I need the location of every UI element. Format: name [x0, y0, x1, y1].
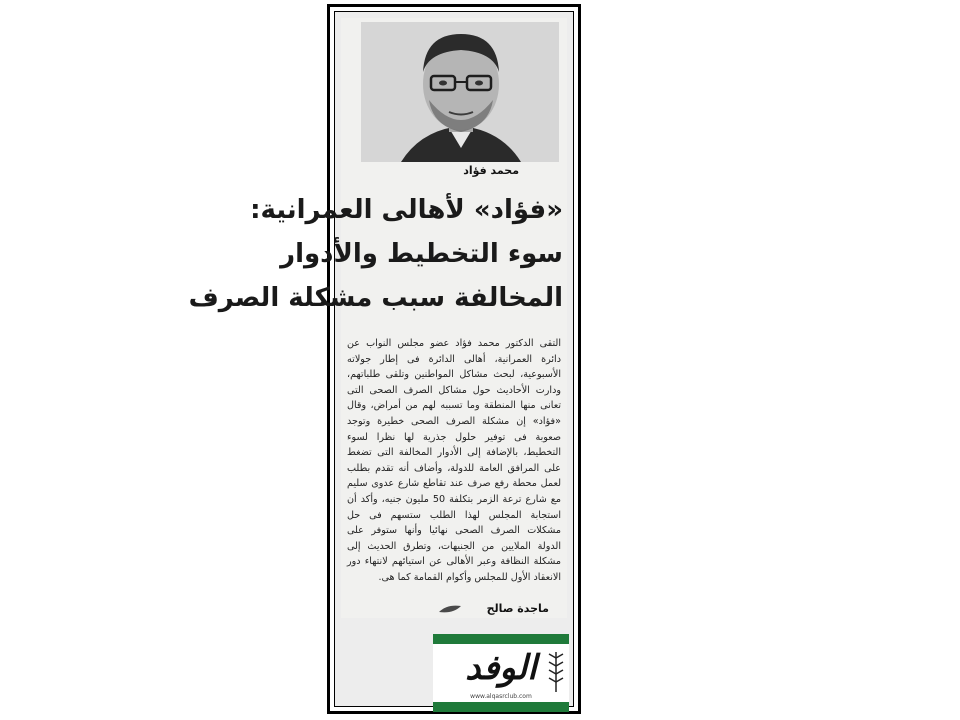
- headline-line-1: «فؤاد» لأهالى العمرانية:: [250, 195, 563, 225]
- logo-name: الوفد: [465, 648, 537, 688]
- newspaper-clipping: [188, 18, 567, 618]
- byline: ماجدة صالح: [486, 602, 549, 615]
- logo-top-stripe: [433, 634, 569, 644]
- portrait-photo: [361, 22, 559, 162]
- headline-line-2: سوء التخطيط والأدوار: [280, 239, 563, 269]
- article-body: التقى الدكتور محمد فؤاد عضو مجلس النواب عن دائرة العمرانية، أهالى الدائرة فى إطار جولاته الأسبوعية، لبحث مشاكل المواطنين وتلقى طلباتهم، ودارت الأحاديث حول مشاكل الصرف الصحى التى تعانى منها المنطقة وما تسببه لهم من أمراض، وقال «فؤاد» إن مشكلة الصرف الصحى خطيرة وتوجد صعوبة فى توفير حلول جذرية لها نظرا لسوء التخطيط، بالإضافة إلى الأدوار المخالفة التى تضغط على المرافق العامة للدولة، وأضاف أنه تقدم بطلب لعمل محطة رفع صرف عند تقاطع شارع عدوى سليم مع شارع ترعة الزمر بتكلفة 50 مليون جنيه، وأكد أن استجابة المجلس لهذا الطلب ستسهم فى حل مشكلات الصرف الصحى نهائيا وأنها ستوفر على الدولة الملايين من الجنيهات، وتطرق الحديث إلى مشكلة النظافة وعبر الأهالى عن استيائهم لانتهاء دور الانعقاد الأول للمجلس وأكوام القمامة كما هى.: [347, 338, 562, 583]
- newspaper-logo: [433, 634, 569, 712]
- photo-caption: محمد فؤاد: [463, 164, 519, 177]
- logo-bottom-stripe: [433, 702, 569, 712]
- clipping-inner-border: [188, 11, 574, 707]
- headline-line-3: المخالفة سبب مشكلة الصرف: [188, 283, 563, 313]
- portrait-illustration: [361, 22, 559, 162]
- headline: [188, 188, 563, 320]
- leaf-icon: [437, 604, 463, 614]
- clipping-frame: [188, 4, 581, 714]
- logo-url: www.alqasrclub.com: [470, 693, 532, 700]
